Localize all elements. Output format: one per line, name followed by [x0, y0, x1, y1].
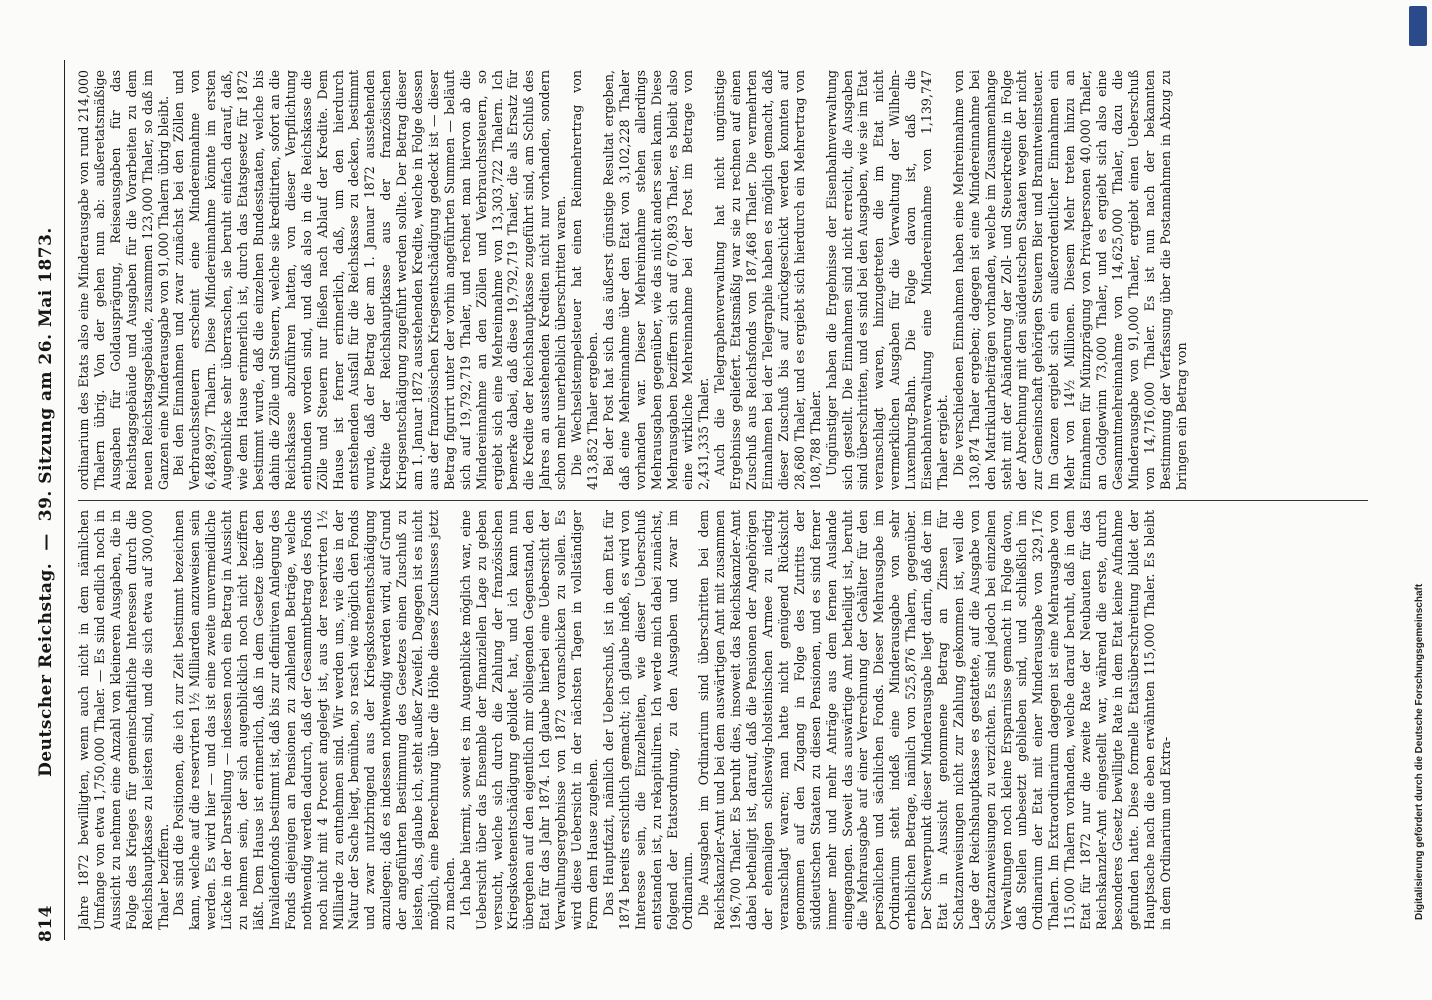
paragraph: Die verschiedenen Einnahmen haben eine Mehreinnahme von 130,874 Thaler ergeben; dagegen ist eine Mindereinnahme bei den Matrikularbeiträgen vorhanden, welche im Zusammenhange steht mit der Abänderung der Zoll- und Steuerkredite in Folge der Abrechnung mit den süddeutschen Staaten wegen der nicht zur Gemeinschaft gehörigen Steuern Bier und Branntweinsteuer. Im Ganzen ergiebt sich ein außerordentlicher Einnahmen ein Mehr von 14½ Millionen. Diesem Mehr treten hinzu an Einnahmen für Münzprägung von Privatpersonen 40,000 Thaler, an Goldgewinn 73,000 Thaler, und es ergiebt sich also eine Gesammtmehreinnahme von 14,625,000 Thaler, dazu die Minderausgabe von 91,000 Thaler, ergiebt einen Ueberschuß von 14,716,000 Thaler. Es ist nun nach der bekannten Bestimmung der Verfassung über die Postannahmen in Abzug zu bringen ein Betrag von: [950, 70, 1189, 490]
page-header: [36, 62, 60, 942]
page-number: 814: [36, 905, 56, 942]
running-title: [36, 62, 56, 942]
paragraph: Bei den Einnahmen und zwar zunächst bei den Zöllen und Verbrauchssteuern erscheint eine Mindereinnahme von 6,488,997 Thalern. Diese Mindereinnahme könnte im ersten Augenblicke sehr überraschen, sie beruht einfach darauf, daß, wie dem Hause erinnerlich ist, durch das Etatsgesetz für 1872 bestimmt wurde, daß die einzelnen Bundesstaaten, welche bis dahin die Zölle und Steuern, welche sie kreditirten, sofort an die Reichskasse abzuführen hatten, von dieser Verpflichtung entbunden worden sind, und daß also in die Reichskasse die Zölle und Steuern nur fließen nach Ablauf der Kredite. Dem Hause ist ferner erinnerlich, daß, um den hierdurch entstehenden Ausfall für die Reichskasse zu decken, bestimmt wurde, daß der Betrag der am 1. Januar 1872 ausstehenden Kredite der Reichshauptkasse aus der französischen Kriegsentschädigung zugeführt werden sollte. Der Betrag dieser am 1. Januar 1872 ausstehenden Kredite, welche in Folge dessen aus der französischen Kriegsentschädigung gedeckt ist — dieser Betrag figurirt unter der vorhin angeführten Summen — beläuft sich auf 19,792,719 Thaler, und rechnet man hiervon ab die Mindereinnahme an den Zöllen und Verbrauchssteuern, so ergiebt sich eine Mehreinnahme von 13,303,722 Thalern. Ich bemerke dabei, daß diese 19,792,719 Thaler, die als Ersatz für die Kredite der Reichshauptkasse zugeführt sind, am Schluß des Jahres an ausstehenden Krediten nicht nur vorhanden, sondern schon mehr unerheblich überschritten waren.: [171, 70, 569, 490]
paragraph: Ungünstiger haben die Ergebnisse der Eisenbahnverwaltung sich gestellt. Die Einnahmen sind nicht erreicht, die Ausgaben sind überschritten, und es sind bei den Ausgaben, wie sie im Etat veranschlagt waren, hinzugetreten die im Etat nicht vermerklichen Ausgaben für die Verwaltung der Wilhelm-Luxemburg-Bahn. Die Folge davon ist, daß die Eisenbahnverwaltung eine Mindereinnahme von 1,139,747 Thaler ergiebt.: [823, 70, 950, 490]
paragraph: Das sind die Positionen, die ich zur Zeit bestimmt bezeichnen kann, welche auf die reservirten 1½ Milliarden anzuweisen sein werden. Es wird hier — und das ist eine zweite unvermeidliche Lücke in der Darstellung — indessen noch ein Betrag in Aussicht zu nehmen sein, der sich augenblicklich noch nicht beziffern läßt. Dem Hause ist erinnerlich, daß in dem Gesetze über den Invalidenfonds bestimmt ist, daß bis zur definitiven Anlegung des Fonds diejenigen an Pensionen zu zahlenden Beträge, welche nothwendig werden dadurch, daß der Gesammtbetrag des Fonds noch nicht mit 4 Procent angelegt ist, aus der reservirten 1½ Milliarde zu entnehmen sind. Wir werden uns, wie dies in der Natur der Sache liegt, bemühen, so rasch wie möglich den Fonds und zwar nutzbringend aus der Kriegskostenentschädigung anzulegen; daß es indessen nothwendig werden wird, auf Grund der angeführten Bestimmung des Gesetzes einen Zuschuß zu leisten, das, glaube ich, steht außer Zweifel. Dagegen ist es nicht möglich, eine Berechnung über die Höhe dieses Zuschusses jetzt zu machen.: [171, 510, 457, 930]
paragraph: Auch die Telegraphenverwaltung hat nicht ungünstige Ergebnisse geliefert. Etatsmäßig war sie zu rechnen auf einen Zuschuß aus Reichsfonds von 187,468 Thaler. Die vermehrten Einnahmen bei der Telegraphie haben es möglich gemacht, daß dieser Zuschuß bis auf zurückgeschickt werden konnten auf 28,680 Thaler, und es ergiebt sich hierdurch ein Mehrertrag von 108,788 Thaler.: [712, 70, 823, 490]
paragraph: Jahre 1872 bewilligten, wenn auch nicht in dem nämlichen Umfange von etwa 1,750,000 Thaler. — Es sind endlich noch in Aussicht zu nehmen eine Anzahl von kleineren Ausgaben, die in Folge des Krieges für gemeinschaftliche Interessen durch die Reichshauptkasse zu leisten sind, und die sich etwa auf 300,000 Thaler beziffern.: [76, 510, 171, 930]
dfg-logo: [1409, 6, 1427, 46]
header-rule: [64, 60, 65, 940]
column-divider: [78, 500, 1368, 501]
paragraph: Die Ausgaben im Ordinarium sind überschritten bei dem Reichskanzler-Amt und bei dem auswärtigen Amt mit zusammen 196,700 Thaler. Es beruht dies, insoweit das Reichskanzler-Amt dabei betheiligt ist, darauf, daß die Pensionen der Angehörigen der ehemaligen schleswig-holsteinischen Armee zu niedrig veranschlagt waren; man hatte nicht genügend Rücksicht genommen auf den Zugang in Folge des Zutritts der süddeutschen Staaten zu diesen Pensionen, und es sind ferner immer mehr und mehr Anträge aus dem fernen Auslande eingegangen. Soweit das auswärtige Amt betheiligt ist, beruht die Mehrausgabe auf einer Verrechnung der Gehälter für den persönlichen und sächlichen Fonds. Dieser Mehrausgabe im Ordinarium steht indeß eine Minderausgabe von sehr erheblichen Betrage, nämlich von 525,876 Thalern, gegenüber. Der Schwerpunkt dieser Minderausgabe liegt darin, daß der im Etat in Aussicht genommene Betrag an Zinsen für Schatzanweisungen nicht zur Zahlung gekommen ist, weil die Lage der Reichshauptkasse es gestattete, auf die Ausgabe von Schatzanweisungen zu verzichten. Es sind jedoch bei einzelnen Verwaltungen noch kleine Ersparnisse gemacht in Folge davon, daß Stellen unbesetzt geblieben sind, und schließlich im Ordinarium der Etat mit einer Minderausgabe von 329,176 Thalern. Im Extraordinarium dagegen ist eine Mehrausgabe von 115,000 Thalern vorhanden, welche darauf beruht, daß in dem Etat für 1872 nur die zweite Rate der Neubauten für das Reichskanzler-Amt eingestellt war, während die erste, durch besonderes Gesetz bewilligte Rate in dem Etat keine Aufnahme gefunden hatte. Diese formelle Etatsüberschreitung bildet der Hauptsache nach die eben erwähnten 115,000 Thaler. Es bleibt in dem Ordinarium und Extra-: [696, 510, 1173, 930]
watermark-text: Digitalisierung gefördert durch die Deutsche Forschungsgemeinschaft: [1414, 583, 1425, 920]
left-column: [76, 510, 1376, 930]
paragraph: Bei der Post hat sich das äußerst günstige Resultat ergeben, daß eine Mehreinnahme über den Etat von 3,102,228 Thaler vorhanden war. Dieser Mehreinnahme stehen allerdings Mehrausgaben gegenüber, wie das nicht anders sein kann. Diese Mehrausgaben beziffern sich auf 670,893 Thaler, es bleibt also eine wirkliche Mehreinnahme bei der Post im Betrage von 2,431,335 Thaler.: [600, 70, 712, 490]
paragraph: ordinarium des Etats also eine Minderausgabe von rund 214,000 Thalern übrig. Von der gehen nun ab: außeretatsmäßige Ausgaben für Goldausprägung, Reiseausgaben für das Reichstagsgebäude und Ausgaben für die Vorarbeiten zu dem neuen Reichstagsgebäude, zusammen 123,000 Thaler, so daß im Ganzen eine Minderausgabe von 91,000 Thalern übrig bleibt.: [76, 70, 171, 490]
right-column: [76, 70, 1376, 490]
publication-title: Deutscher Reichstag.: [36, 562, 56, 777]
digitization-watermark: [1408, 60, 1428, 920]
session-title: 39. Sitzung am 26. Mai 1873.: [36, 227, 56, 522]
paragraph: Ich habe hiermit, soweit es im Augenblicke möglich war, eine Uebersicht über das Ensemble der finanziellen Lage zu geben versucht, welche sich durch die Zahlung der französischen Kriegskostenentschädigung gebildet hat, und ich kann nun übergehen auf den eigentlich mir obliegenden Gegenstand, den Etat für das Jahr 1874. Ich glaube hierbei eine Uebersicht der Verwaltungsergebnisse von 1872 voranschicken zu sollen. Es wird diese Uebersicht in der nächsten Tagen in vollständiger Form dem Hause zugehen.: [457, 510, 600, 930]
title-dash: —: [36, 533, 56, 551]
paragraph: Die Wechselstempelsteuer hat einen Reinmehrertrag von 413,852 Thaler ergeben.: [569, 70, 600, 490]
paragraph: Das Hauptfazit, nämlich der Ueberschuß, ist in dem Etat für 1874 bereits ersichtlich gemacht; ich glaube indeß, es wird von Interesse sein, die Einzelheiten, wie dieser Ueberschuß entstanden ist, zu rekapituliren. Ich werde mich dabei zunächst, folgend der Etatsordnung, zu den Ausgaben und zwar im Ordinarium.: [600, 510, 696, 930]
